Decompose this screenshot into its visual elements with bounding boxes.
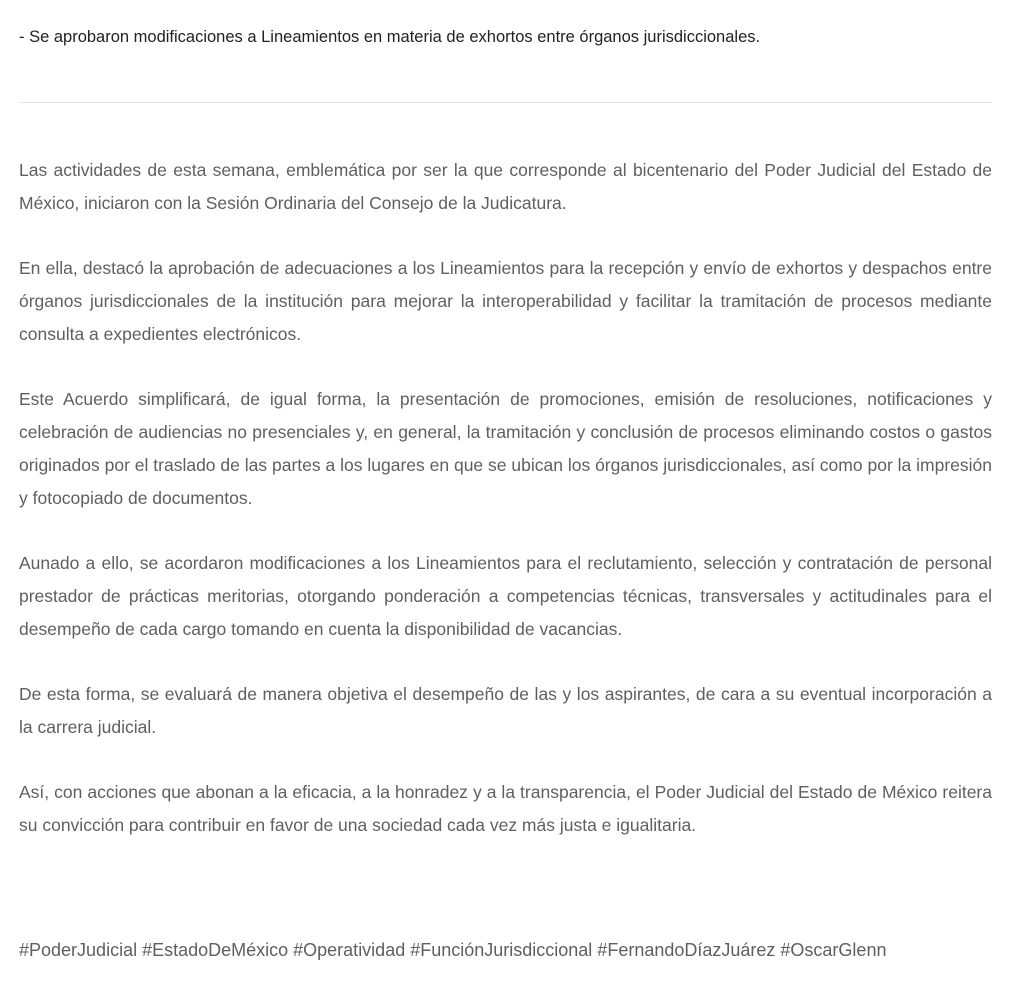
article-bullet-summary: - Se aprobaron modificaciones a Lineamientos en materia de exhortos entre órganos jurisdiccionales. [19, 28, 761, 46]
section-divider [19, 102, 992, 103]
article-paragraph: En ella, destacó la aprobación de adecuaciones a los Lineamientos para la recepción y envío de exhortos y despachos entre órganos jurisdiccionales de la institución para mejorar la interoperabilidad y facilitar la tramitación de procesos mediante consulta a expedientes electrónicos. [19, 258, 992, 344]
article-paragraph: Las actividades de esta semana, emblemática por ser la que corresponde al bicentenario del Poder Judicial del Estado de México, iniciaron con la Sesión Ordinaria del Consejo de la Judicatura. [19, 160, 992, 213]
article-paragraph: Este Acuerdo simplificará, de igual forma, la presentación de promociones, emisión de resoluciones, notificaciones y celebración de audiencias no presenciales y, en general, la tramitación y conclusión de procesos eliminando costos o gastos originados por el traslado de las partes a los lugares en que se ubican los órganos jurisdiccionales, así como por la impresión y fotocopiado de documentos. [19, 389, 992, 508]
article-hashtags: #PoderJudicial #EstadoDeMéxico #Operatividad #FunciónJurisdiccional #FernandoDíazJuárez #OscarGlenn [19, 940, 887, 960]
article-body [19, 154, 992, 874]
article-paragraph: De esta forma, se evaluará de manera objetiva el desempeño de las y los aspirantes, de cara a su eventual incorporación a la carrera judicial. [19, 684, 992, 737]
article-paragraph: Aunado a ello, se acordaron modificaciones a los Lineamientos para el reclutamiento, selección y contratación de personal prestador de prácticas meritorias, otorgando ponderación a competencias técnicas, transversales y actitudinales para el desempeño de cada cargo tomando en cuenta la disponibilidad de vacancias. [19, 553, 992, 639]
article-paragraph: Así, con acciones que abonan a la eficacia, a la honradez y a la transparencia, el Poder Judicial del Estado de México reitera su convicción para contribuir en favor de una sociedad cada vez más justa e igualitaria. [19, 782, 992, 835]
